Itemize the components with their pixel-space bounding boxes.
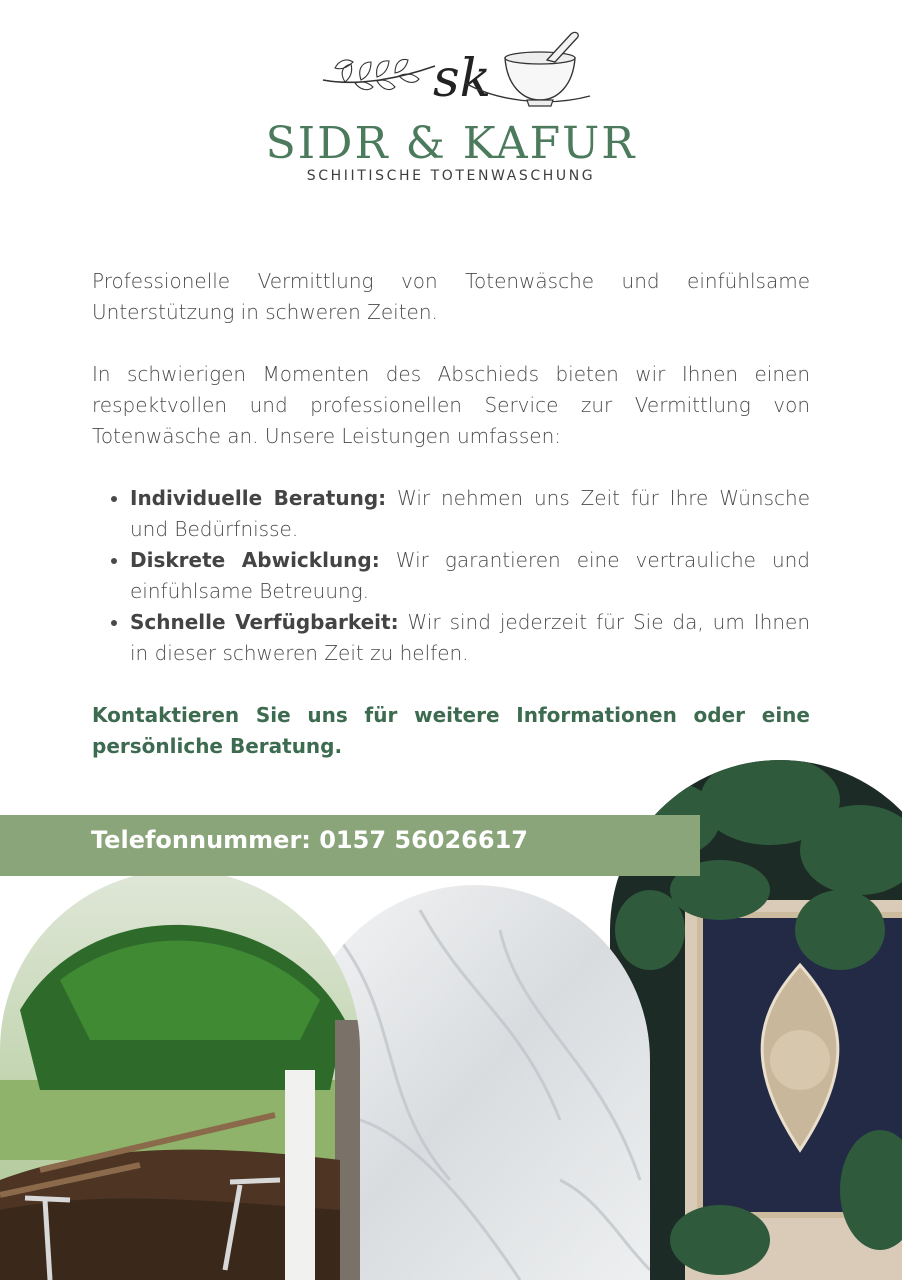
service-text: Wir garantieren eine vertrauliche und einfühlsame Betreuung.	[130, 548, 811, 603]
main-content	[92, 266, 810, 793]
brand-name: SIDR & KAFUR	[265, 118, 637, 169]
services-list	[92, 483, 810, 669]
grave-photo	[0, 870, 363, 1280]
service-title: Individuelle Beratung:	[130, 486, 387, 510]
service-text: Wir nehmen uns Zeit für Ihre Wünsche und Bedürfnisse.	[130, 486, 811, 541]
brand-tagline: SCHIITISCHE TOTENWASCHUNG	[306, 168, 596, 184]
service-title: Diskrete Abwicklung:	[130, 548, 380, 572]
svg-text:sk: sk	[433, 49, 492, 108]
description-paragraph: In schwierigen Momenten des Abschieds bieten wir Ihnen einen respektvollen und professionellen Service zur Vermittlung von Totenwäsche an. Unsere Leistungen umfassen:	[92, 362, 810, 448]
logo-illustration-icon	[315, 28, 595, 108]
service-title: Schnelle Verfügbarkeit:	[130, 610, 399, 634]
list-item	[130, 483, 810, 545]
phone-number[interactable]: Telefonnummer: 0157 56026617	[91, 826, 528, 854]
list-item	[130, 545, 810, 607]
service-text: Wir sind jederzeit für Sie da, um Ihnen in dieser schweren Zeit zu helfen.	[130, 610, 810, 665]
intro-paragraph: Professionelle Vermittlung von Totenwäsche und einfühlsame Unterstützung in schweren Zeiten.	[92, 269, 810, 324]
contact-cta: Kontaktieren Sie uns für weitere Informationen oder eine persönliche Beratung.	[92, 703, 810, 758]
list-item	[130, 607, 810, 669]
